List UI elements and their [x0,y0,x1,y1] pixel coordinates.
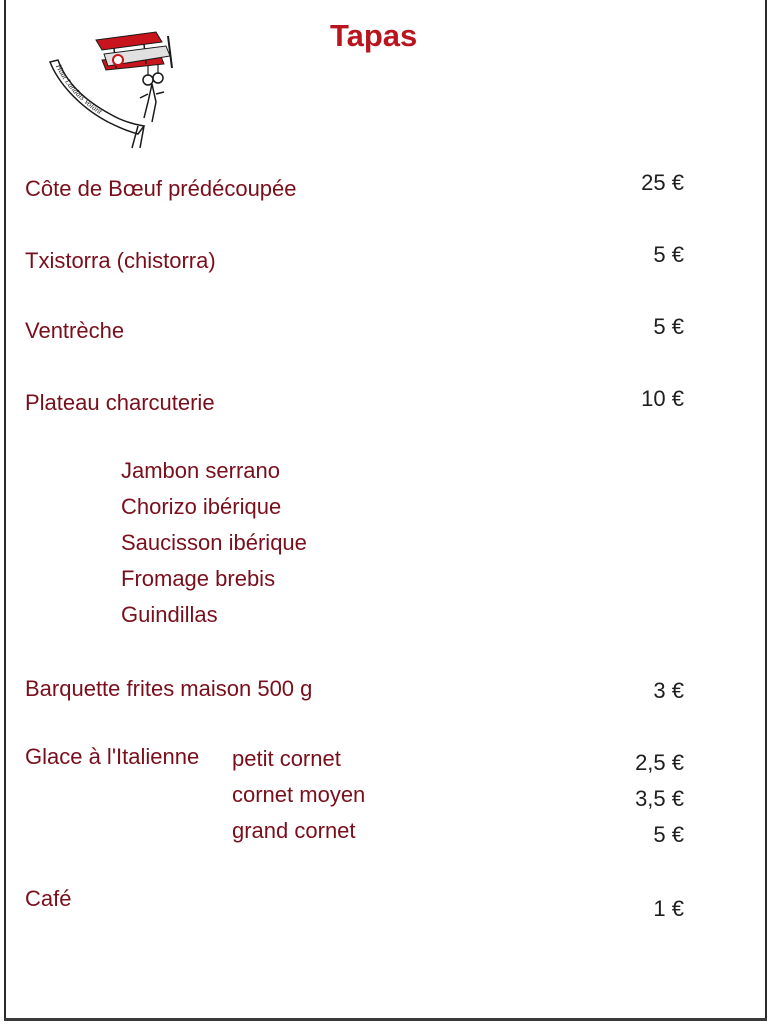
glace-size-price: 3,5 € [635,786,684,811]
glace-size-name: grand cornet [232,818,356,843]
menu-item-price: 10 € [641,386,684,411]
plateau-detail-item: Guindillas [121,602,218,627]
page-border-bottom [4,1018,767,1021]
menu-title: Tapas [330,18,418,53]
menu-item-name: Café [25,886,72,911]
plateau-detail-item: Chorizo ibérique [121,494,282,519]
menu-item-name: Glace à l'Italienne [25,744,200,769]
menu-item-price: 1 € [653,896,684,921]
glace-size-name: cornet moyen [232,782,366,807]
menu-item-name: Ventrèche [25,318,125,343]
menu-item-price: 3 € [653,678,684,703]
page-border-left [4,0,6,1020]
glace-size-price: 5 € [653,822,684,847]
menu-item-name: Côte de Bœuf prédécoupée [25,176,297,201]
biplane-logo-icon [44,26,184,150]
page-border-right [765,0,767,1020]
glace-size-name: petit cornet [232,746,341,771]
menu-item-name: Plateau charcuterie [25,390,215,415]
plateau-detail-item: Jambon serrano [121,458,280,483]
plateau-detail-item: Fromage brebis [121,566,276,591]
menu-item-name: Txistorra (chistorra) [25,248,216,273]
menu-item-name: Barquette frites maison 500 g [25,676,313,701]
menu-item-price: 5 € [653,242,684,267]
menu-item-price: 25 € [641,170,684,195]
menu-item-price: 5 € [653,314,684,339]
plateau-detail-item: Saucisson ibérique [121,530,307,555]
logo-text: Haut Landais Volant [54,62,104,117]
glace-size-price: 2,5 € [635,750,684,775]
